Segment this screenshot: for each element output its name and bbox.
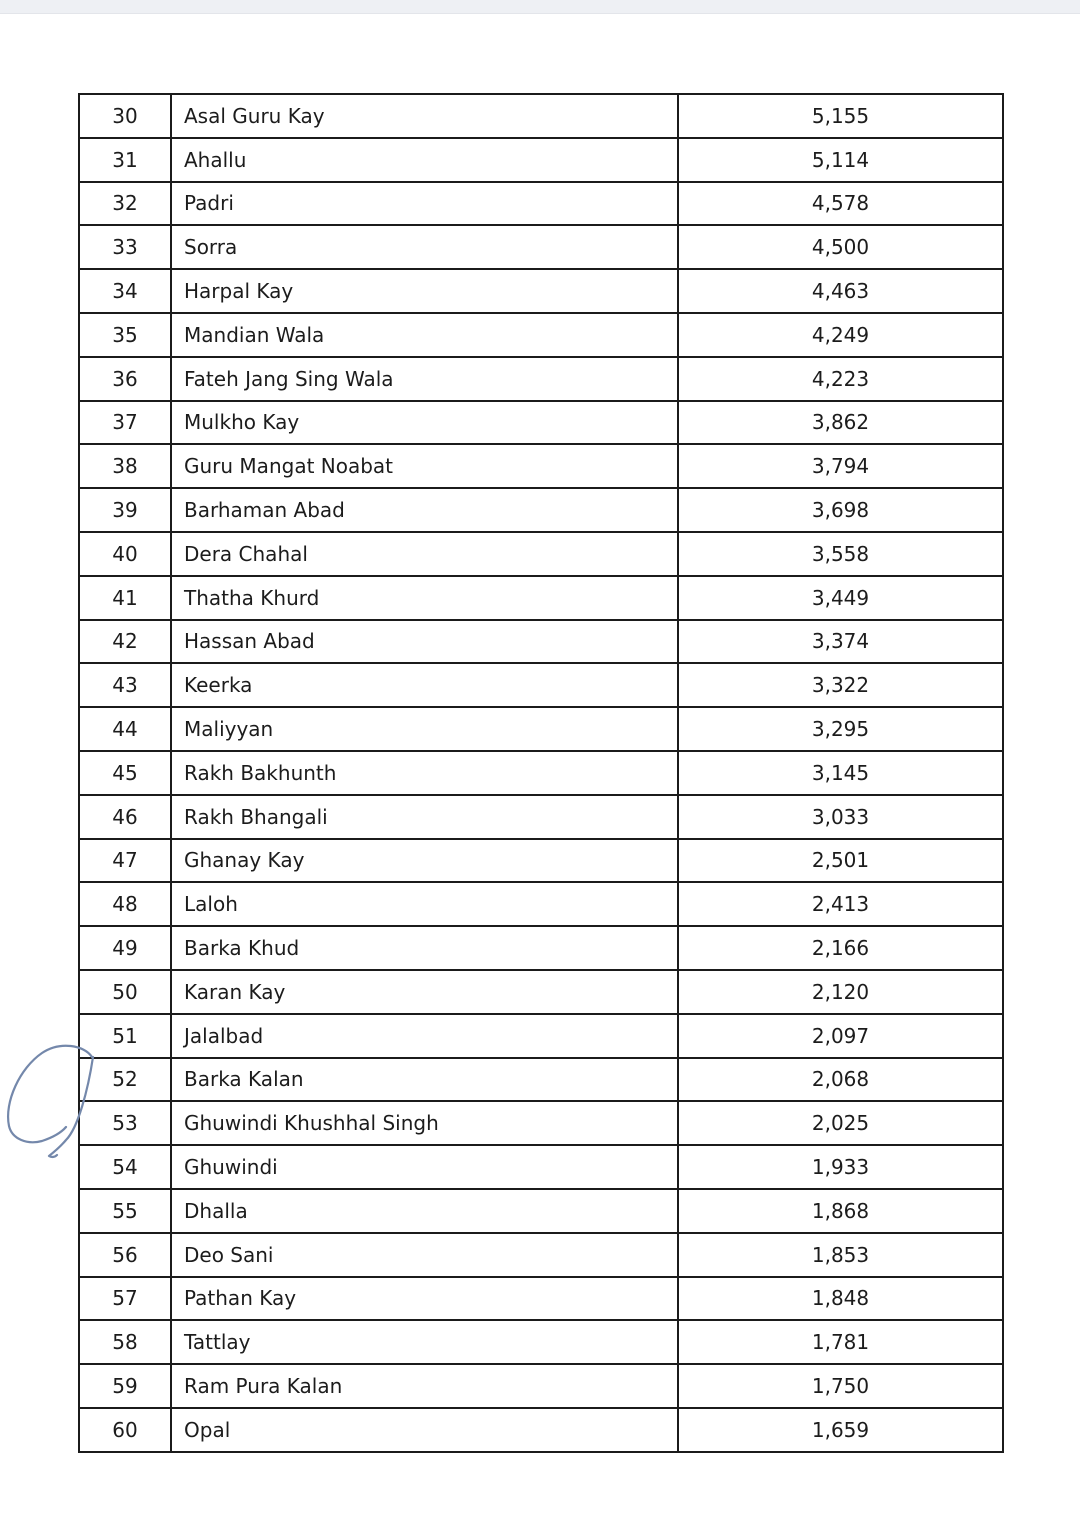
value-cell: 3,794	[678, 444, 1003, 488]
value-cell: 2,166	[678, 926, 1003, 970]
rank-cell: 40	[79, 532, 171, 576]
value-cell: 3,558	[678, 532, 1003, 576]
value-cell: 3,322	[678, 663, 1003, 707]
value-cell: 1,933	[678, 1145, 1003, 1189]
table-row	[79, 620, 1003, 664]
name-cell: Keerka	[171, 663, 678, 707]
name-cell: Ghuwindi	[171, 1145, 678, 1189]
table-row	[79, 663, 1003, 707]
name-cell: Dhalla	[171, 1189, 678, 1233]
table-row	[79, 1014, 1003, 1058]
value-cell: 1,848	[678, 1277, 1003, 1321]
value-cell: 2,068	[678, 1058, 1003, 1102]
value-cell: 1,853	[678, 1233, 1003, 1277]
rank-cell: 34	[79, 269, 171, 313]
rank-cell: 52	[79, 1058, 171, 1102]
value-cell: 3,374	[678, 620, 1003, 664]
rank-cell: 56	[79, 1233, 171, 1277]
table-row	[79, 401, 1003, 445]
name-cell: Jalalbad	[171, 1014, 678, 1058]
value-cell: 3,145	[678, 751, 1003, 795]
top-window-strip	[0, 0, 1080, 14]
value-cell: 3,862	[678, 401, 1003, 445]
name-cell: Mandian Wala	[171, 313, 678, 357]
name-cell: Maliyyan	[171, 707, 678, 751]
name-cell: Fateh Jang Sing Wala	[171, 357, 678, 401]
name-cell: Karan Kay	[171, 970, 678, 1014]
rank-cell: 58	[79, 1320, 171, 1364]
table-row	[79, 882, 1003, 926]
value-cell: 1,750	[678, 1364, 1003, 1408]
name-cell: Ghanay Kay	[171, 839, 678, 883]
name-cell: Opal	[171, 1408, 678, 1452]
value-cell: 2,097	[678, 1014, 1003, 1058]
table-row	[79, 94, 1003, 138]
value-cell: 3,449	[678, 576, 1003, 620]
table-row	[79, 488, 1003, 532]
name-cell: Barka Kalan	[171, 1058, 678, 1102]
name-cell: Barhaman Abad	[171, 488, 678, 532]
name-cell: Ghuwindi Khushhal Singh	[171, 1101, 678, 1145]
table-row	[79, 1189, 1003, 1233]
rank-cell: 30	[79, 94, 171, 138]
rank-cell: 54	[79, 1145, 171, 1189]
name-cell: Thatha Khurd	[171, 576, 678, 620]
rank-cell: 47	[79, 839, 171, 883]
name-cell: Laloh	[171, 882, 678, 926]
value-cell: 1,868	[678, 1189, 1003, 1233]
value-cell: 4,249	[678, 313, 1003, 357]
table-row	[79, 576, 1003, 620]
table-row	[79, 182, 1003, 226]
table-row	[79, 926, 1003, 970]
table-row	[79, 1364, 1003, 1408]
value-cell: 1,781	[678, 1320, 1003, 1364]
table-body	[79, 94, 1003, 1452]
name-cell: Guru Mangat Noabat	[171, 444, 678, 488]
name-cell: Dera Chahal	[171, 532, 678, 576]
name-cell: Ahallu	[171, 138, 678, 182]
rank-cell: 37	[79, 401, 171, 445]
table-row	[79, 795, 1003, 839]
rank-cell: 39	[79, 488, 171, 532]
table-row	[79, 1101, 1003, 1145]
table-row	[79, 269, 1003, 313]
rank-cell: 36	[79, 357, 171, 401]
value-cell: 2,501	[678, 839, 1003, 883]
population-table	[78, 93, 1004, 1453]
name-cell: Harpal Kay	[171, 269, 678, 313]
value-cell: 5,155	[678, 94, 1003, 138]
rank-cell: 35	[79, 313, 171, 357]
rank-cell: 50	[79, 970, 171, 1014]
rank-cell: 33	[79, 225, 171, 269]
table-row	[79, 1058, 1003, 1102]
value-cell: 3,033	[678, 795, 1003, 839]
table-row	[79, 751, 1003, 795]
name-cell: Rakh Bhangali	[171, 795, 678, 839]
name-cell: Barka Khud	[171, 926, 678, 970]
table-row	[79, 1277, 1003, 1321]
name-cell: Mulkho Kay	[171, 401, 678, 445]
name-cell: Rakh Bakhunth	[171, 751, 678, 795]
table-row	[79, 707, 1003, 751]
value-cell: 1,659	[678, 1408, 1003, 1452]
name-cell: Deo Sani	[171, 1233, 678, 1277]
rank-cell: 31	[79, 138, 171, 182]
name-cell: Ram Pura Kalan	[171, 1364, 678, 1408]
name-cell: Asal Guru Kay	[171, 94, 678, 138]
table-row	[79, 1408, 1003, 1452]
table-row	[79, 1145, 1003, 1189]
table-row	[79, 357, 1003, 401]
name-cell: Padri	[171, 182, 678, 226]
name-cell: Hassan Abad	[171, 620, 678, 664]
value-cell: 4,500	[678, 225, 1003, 269]
value-cell: 2,120	[678, 970, 1003, 1014]
table-row	[79, 444, 1003, 488]
value-cell: 5,114	[678, 138, 1003, 182]
value-cell: 4,578	[678, 182, 1003, 226]
value-cell: 3,698	[678, 488, 1003, 532]
rank-cell: 48	[79, 882, 171, 926]
rank-cell: 41	[79, 576, 171, 620]
rank-cell: 32	[79, 182, 171, 226]
table-row	[79, 532, 1003, 576]
rank-cell: 44	[79, 707, 171, 751]
rank-cell: 55	[79, 1189, 171, 1233]
rank-cell: 38	[79, 444, 171, 488]
table-row	[79, 839, 1003, 883]
rank-cell: 60	[79, 1408, 171, 1452]
table-row	[79, 1233, 1003, 1277]
table-row	[79, 313, 1003, 357]
rank-cell: 49	[79, 926, 171, 970]
value-cell: 4,223	[678, 357, 1003, 401]
rank-cell: 59	[79, 1364, 171, 1408]
rank-cell: 51	[79, 1014, 171, 1058]
name-cell: Pathan Kay	[171, 1277, 678, 1321]
table-row	[79, 138, 1003, 182]
table-row	[79, 225, 1003, 269]
value-cell: 3,295	[678, 707, 1003, 751]
value-cell: 4,463	[678, 269, 1003, 313]
name-cell: Tattlay	[171, 1320, 678, 1364]
value-cell: 2,413	[678, 882, 1003, 926]
table-row	[79, 970, 1003, 1014]
rank-cell: 43	[79, 663, 171, 707]
value-cell: 2,025	[678, 1101, 1003, 1145]
rank-cell: 53	[79, 1101, 171, 1145]
rank-cell: 46	[79, 795, 171, 839]
rank-cell: 57	[79, 1277, 171, 1321]
rank-cell: 42	[79, 620, 171, 664]
name-cell: Sorra	[171, 225, 678, 269]
table-row	[79, 1320, 1003, 1364]
rank-cell: 45	[79, 751, 171, 795]
